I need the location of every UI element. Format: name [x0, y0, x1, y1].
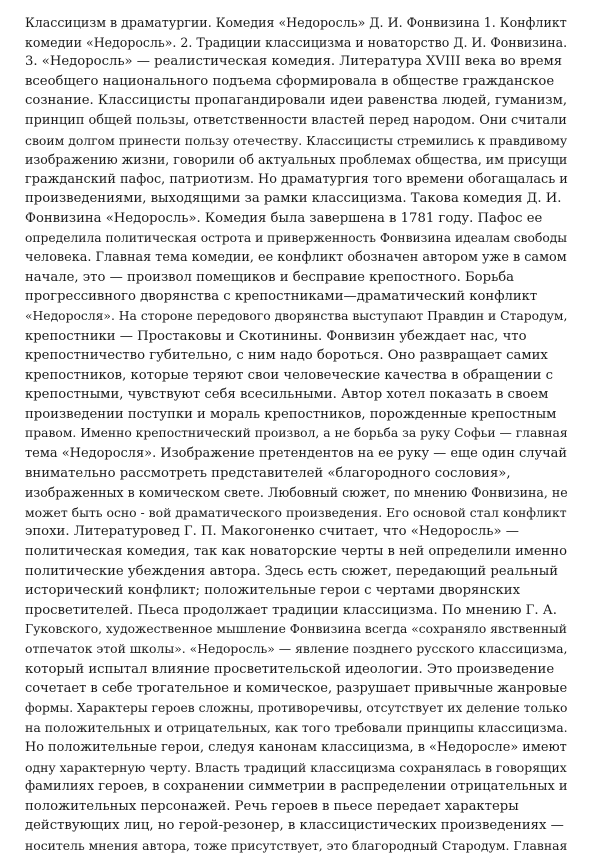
- text-line: может быть осно - вой драматического произведения. Его основой стал конфликт: [25, 504, 567, 520]
- text-line: эпохи. Литературовед Г. П. Макогоненко считает, что «Недоросль» —: [25, 524, 519, 540]
- text-line: сознание. Классицисты пропагандировали идеи равенства людей, гуманизм,: [25, 93, 568, 109]
- text-line: отпечаток этой школы». «Недоросль» — явление позднего русского классицизма,: [25, 642, 568, 656]
- text-line: начале, это — произвол помещиков и бесправие крепостного. Борьба: [25, 269, 515, 285]
- text-line: принцип общей пользы, ответственности властей перед народом. Они считали: [25, 112, 567, 128]
- text-line: который испытал влияние просветительской идеологии. Это произведение: [25, 661, 555, 677]
- text-line: прогрессивного дворянства с крепостниками—драматический конфликт: [25, 289, 538, 305]
- text-line: крепостными, чувствуют себя всесильными. Автор хотел показать в своем: [25, 387, 549, 403]
- text-line: формы. Характеры героев сложны, противоречивы, отсутствует их деление только: [25, 700, 568, 715]
- text-line: тема «Недоросля». Изображение претендентов на ее руку — еще один случай: [25, 446, 568, 462]
- text-line: политические убеждения автора. Здесь есть сюжет, передающий реальный: [25, 563, 559, 579]
- text-line: просветителей. Пьеса продолжает традиции классицизма. По мнению Г. А.: [25, 602, 557, 618]
- text-line: «Недоросля». На стороне передового дворянства выступают Правдин и Стародум,: [25, 308, 568, 323]
- text-line: изображенных в комическом свете. Любовный сюжет, по мнению Фонвизина, не: [25, 485, 568, 501]
- text-line: правом. Именно крепостнический произвол, а не борьба за руку Софьи — главная: [25, 426, 568, 441]
- text-line: исторический конфликт; положительные герои с чертами дворянских: [25, 583, 521, 599]
- text-line: на положительных и отрицательных, как того требовали принципы классицизма.: [25, 720, 568, 736]
- text-line: произведениями, выходящими за рамки классицизма. Такова комедия Д. И.: [25, 191, 562, 207]
- text-line: Классицизм в драматургии. Комедия «Недоросль» Д. И. Фонвизина 1. Конфликт: [25, 15, 567, 30]
- text-line: положительных персонажей. Речь героев в пьесе передает характеры: [25, 798, 519, 814]
- text-line: изображению жизни, говорили об актуальных проблемах общества, им присущи: [25, 152, 568, 168]
- text-line: политическая комедия, так как новаторские черты в ней определили именно: [25, 544, 568, 560]
- text-line: действующих лиц, но герой-резонер, в классицистических произведениях —: [25, 818, 564, 834]
- text-line: внимательно рассмотреть представителей «благородного сословия»,: [25, 465, 511, 481]
- text-line: крепостничество губительно, с ним надо бороться. Оно развращает самих: [25, 348, 548, 364]
- text-line: Фонвизина «Недоросль». Комедия была завершена в 1781 году. Пафос ее: [25, 210, 543, 226]
- text-line: всеобщего национального подъема сформировала в обществе гражданское: [25, 73, 555, 89]
- text-line: своим долгом принести пользу отечеству. Классицисты стремились к правдивому: [25, 132, 568, 148]
- text-line: 3. «Недоросль» — реалистическая комедия. Литература XVIII века во время: [25, 54, 563, 70]
- text-line: крепостники — Простаковы и Скотинины. Фонвизин убеждает нас, что: [25, 328, 527, 344]
- text-line: сочетает в себе трогательное и комическое, разрушает привычные жанровые: [25, 681, 568, 697]
- document-text: [25, 13, 570, 856]
- text-line: человека. Главная тема комедии, ее конфликт обозначен автором уже в самом: [25, 250, 567, 266]
- text-line: носитель мнения автора, тоже присутствует, это благородный Стародум. Главная: [25, 837, 568, 853]
- text-line: Гуковского, художественное мышление Фонвизина всегда «сохраняло явственный: [25, 622, 567, 637]
- text-line: гражданский пафос, патриотизм. Но драматургия того времени обогащалась и: [25, 171, 568, 187]
- text-line: произведении поступки и мораль крепостников, порожденные крепостным: [25, 406, 557, 422]
- text-line: определила политическая острота и приверженность Фонвизина идеалам свободы: [25, 230, 568, 245]
- text-line: крепостников, которые теряют свои человеческие качества в обращении с: [25, 367, 553, 383]
- text-line: фамилиях героев, в сохранении симметрии в распределении отрицательных и: [25, 779, 568, 795]
- text-line: комедии «Недоросль». 2. Традиции классицизма и новаторство Д. И. Фонвизина.: [25, 34, 568, 50]
- text-line: одну характерную черту. Власть традиций классицизма сохранялась в говорящих: [25, 759, 567, 775]
- text-line: Но положительные герои, следуя канонам классицизма, в «Недоросле» имеют: [25, 739, 567, 755]
